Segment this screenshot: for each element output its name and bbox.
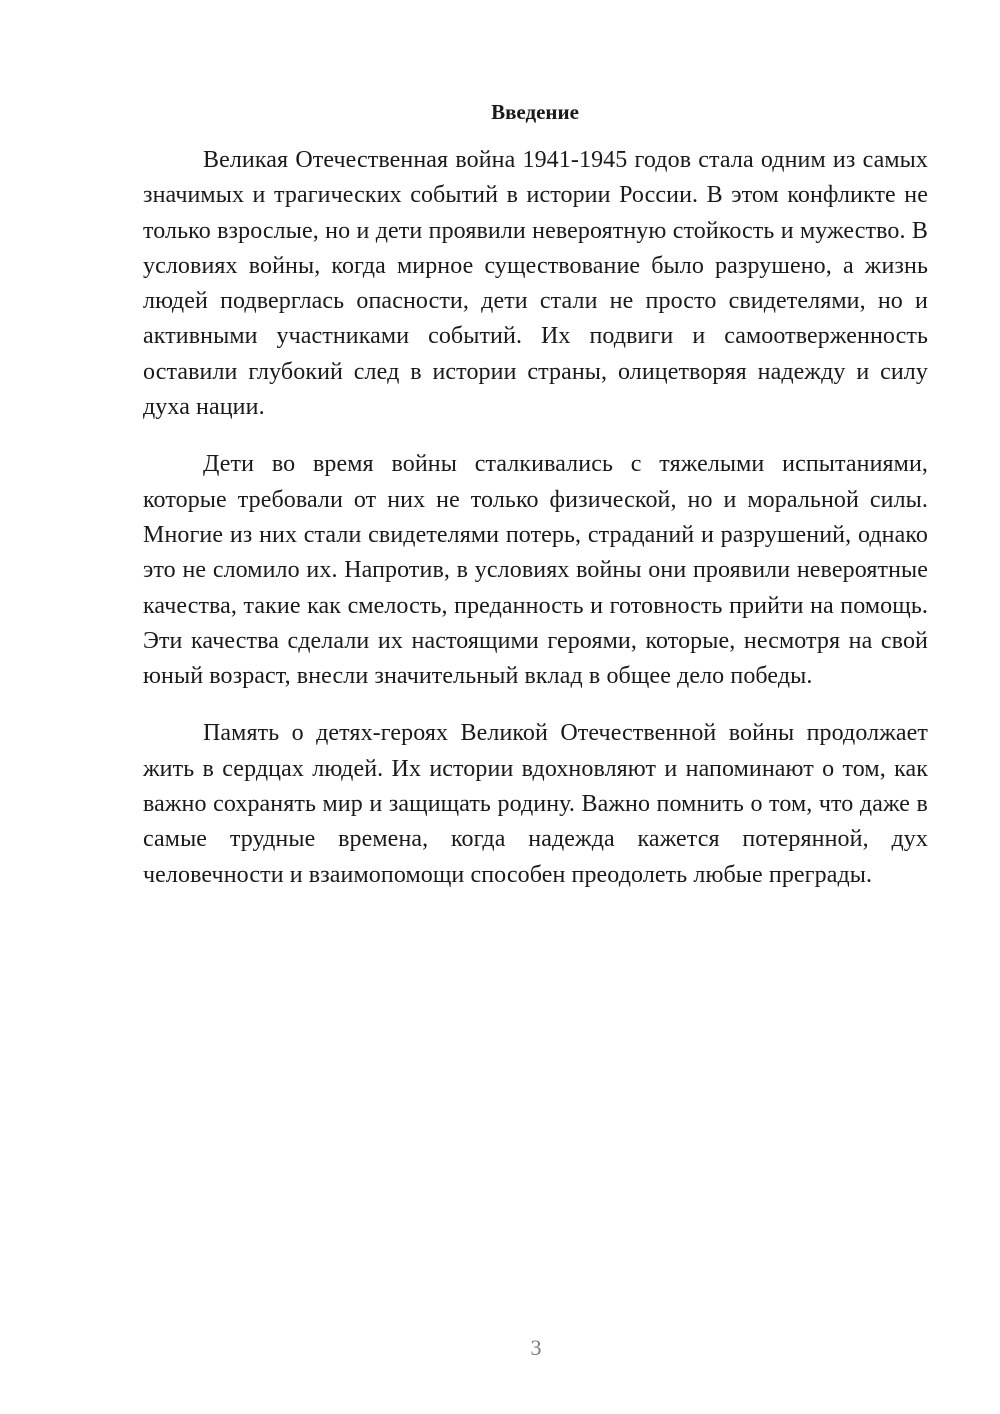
body-text [143, 143, 928, 915]
paragraph-3: Память о детях-героях Великой Отечественной войны продолжает жить в сердцах людей. Их истории вдохновляют и напоминают о том, как важно сохранять мир и защищать родину. Важно помнить о том, что даже в самые трудные времена, когда надежда кажется потерянной, дух человечности и взаимопомощи способен преодолеть любые преграды. [143, 720, 928, 888]
section-title: Введение [491, 100, 579, 124]
page-number: 3 [530, 1335, 542, 1360]
paragraph-2: Дети во время войны сталкивались с тяжелыми испытаниями, которые требовали от них не только физической, но и моральной силы. Многие из них стали свидетелями потерь, страданий и разрушений, однако это не сломило их. Напротив, в условиях войны они проявили невероятные качества, такие как смелость, преданность и готовность прийти на помощь. Эти качества сделали их настоящими героями, которые, несмотря на свой юный возраст, внесли значительный вклад в общее дело победы. [143, 451, 928, 690]
paragraph-1: Великая Отечественная война 1941-1945 годов стала одним из самых значимых и трагических событий в истории России. В этом конфликте не только взрослые, но и дети проявили невероятную стойкость и мужество. В условиях войны, когда мирное существование было разрушено, а жизнь людей подверглась опасности, дети стали не просто свидетелями, но и активными участниками событий. Их подвиги и самоотверженность оставили глубокий след в истории страны, олицетворяя надежду и силу духа нации. [143, 147, 928, 421]
